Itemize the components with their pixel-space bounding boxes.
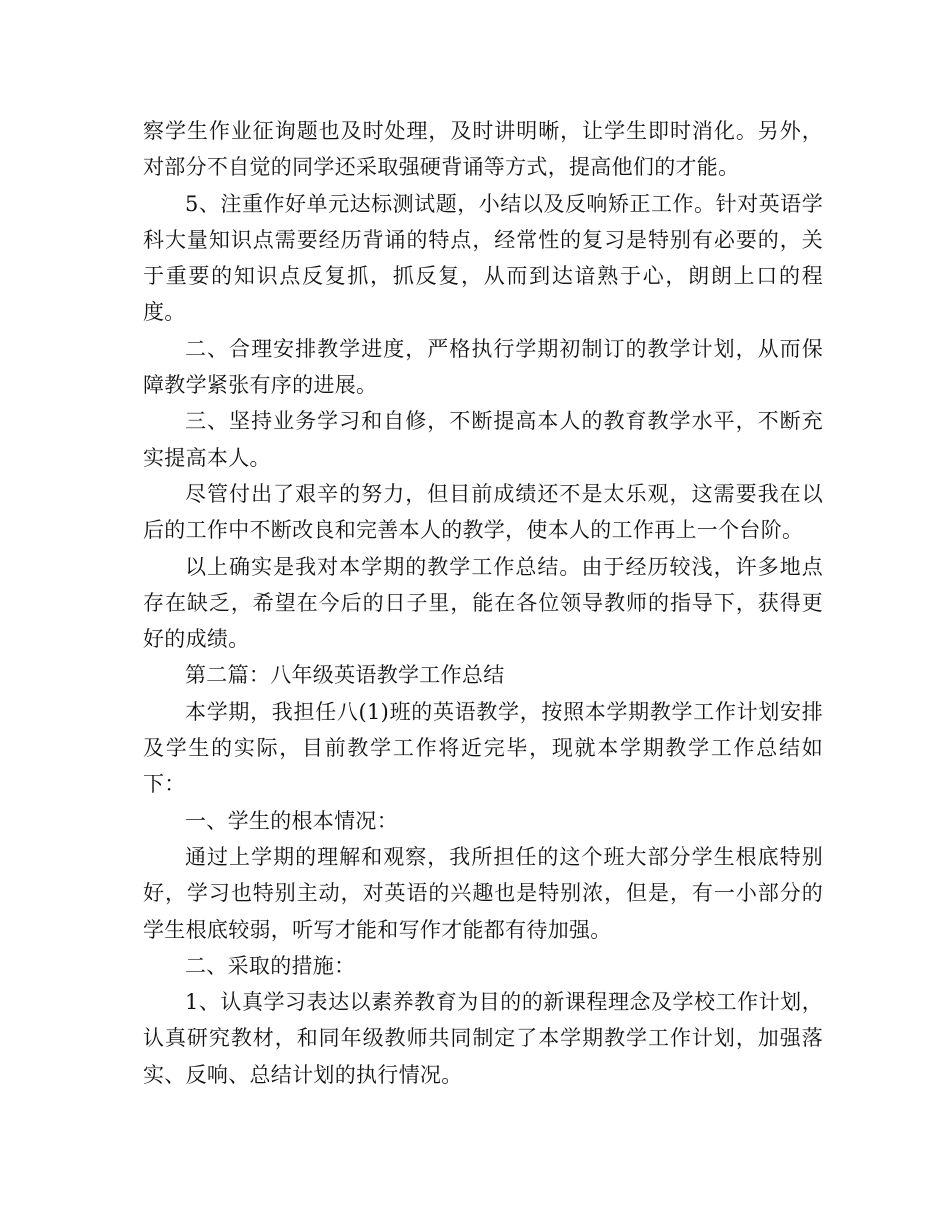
paragraph-conclusion: 以上确实是我对本学期的教学工作总结。由于经历较浅，许多地点存在缺乏，希望在今后的日子里，能在各位领导教师的指导下，获得更好的成绩。 <box>143 554 823 652</box>
paragraph-reflection: 尽管付出了艰辛的努力，但目前成绩还不是太乐观，这需要我在以后的工作中不断改良和完善本人的教学，使本人的工作再上一个台阶。 <box>143 481 823 543</box>
section-heading-measures: 二、采取的措施： <box>185 953 356 978</box>
article-title: 第二篇：八年级英语教学工作总结 <box>185 663 505 688</box>
paragraph-intro: 本学期，我担任八(1)班的英语教学，按照本学期教学工作计划安排及学生的实际，目前教学工作将近完毕，现就本学期教学工作总结如下： <box>143 699 823 797</box>
paragraph-item-5: 5、注重作好单元达标测试题，小结以及反响矫正工作。针对英语学科大量知识点需要经历背诵的特点，经常性的复习是特别有必要的，关于重要的知识点反复抓，抓反复，从而到达谙熟于心，朗朗上口的程度。 <box>143 191 823 325</box>
section-heading-student-situation: 一、学生的根本情况： <box>185 808 398 833</box>
paragraph-section-3: 三、坚持业务学习和自修，不断提高本人的教育教学水平，不断充实提高本人。 <box>143 409 823 470</box>
paragraph-continuation: 察学生作业征询题也及时处理，及时讲明晰，让学生即时消化。另外，对部分不自觉的同学还采取强硬背诵等方式，提高他们的才能。 <box>143 119 823 180</box>
paragraph-student-situation: 通过上学期的理解和观察，我所担任的这个班大部分学生根底特别好，学习也特别主动，对英语的兴趣也是特别浓，但是，有一小部分的学生根底较弱，听写才能和写作才能都有待加强。 <box>143 844 823 942</box>
paragraph-measure-1: 1、认真学习表达以素养教育为目的的新课程理念及学校工作计划，认真研究教材，和同年级教师共同制定了本学期教学工作计划，加强落实、反响、总结计划的执行情况。 <box>143 990 823 1087</box>
paragraph-section-2: 二、合理安排教学进度，严格执行学期初制订的教学计划，从而保障教学紧张有序的进展。 <box>143 336 823 398</box>
document-body <box>143 113 823 1093</box>
